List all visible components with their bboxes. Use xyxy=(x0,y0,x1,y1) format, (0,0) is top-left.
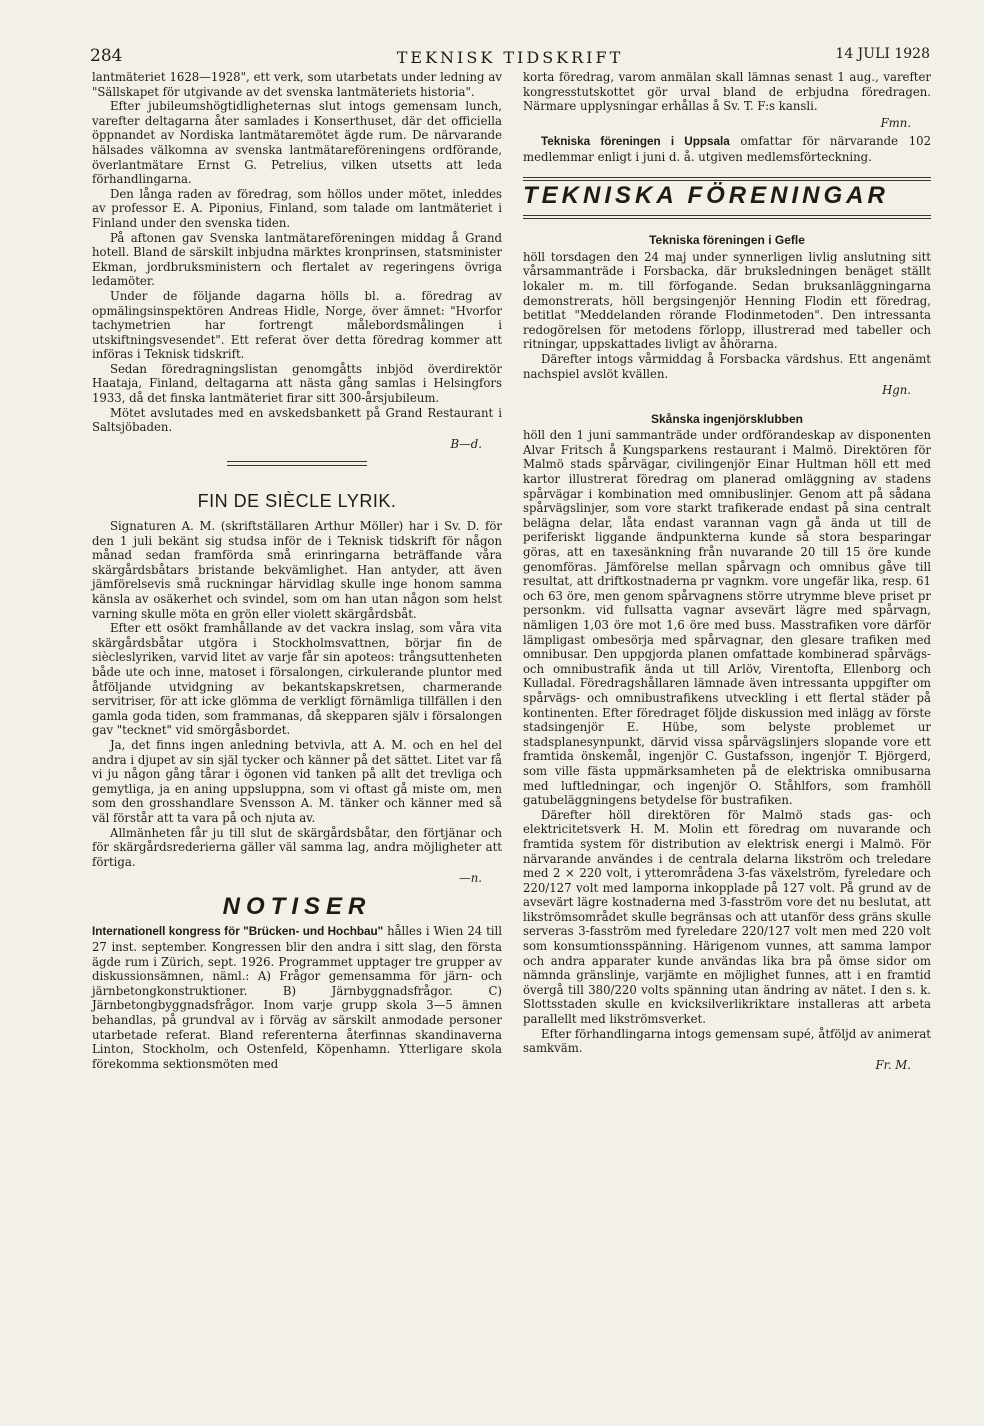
paragraph: lantmäteriet 1628—1928", ett verk, som utarbetats under ledning av "Sällskapet för utgivande av det svenska lantmäteriets historia". xyxy=(92,70,502,99)
tekniska-foreningar-banner: TEKNISKA FÖRENINGAR xyxy=(523,181,889,209)
notice-body: hålles i Wien 24 till 27 inst. september. Kongressen blir den andra i sitt slag, den första ägde rum i Zürich, sept. 1926. Programmet upptager tre grupper av diskussionsämnen, näml.: A) Frågor gemensamma för järn- och järnbetongkonstruktioner. B) Järnbyggnadsfrågor. C) Järnbetongbyggnadsfrågor. Inom varje grupp skola 3—5 ämnen behandlas, på grundval av i förväg av särskilt anmodade personer utarbetade referat. Bland referenterna återfinnas skandinaverna Linton, Stockholm, och Ostenfeld, Köpenhamn. Ytterligare skola förekomma sektionsmöten med xyxy=(92,924,502,1071)
paragraph: Signaturen A. M. (skriftställaren Arthur Möller) har i Sv. D. för den 1 juli bekänt sig studsa inför de i Teknisk tidskrift för någon månad sedan framförda små erinringarna beträffande våra skärgårdsbåtars bristande bekvämlighet. Han antyder, att även jämförelsevis små ruckningar härvidlag skulle inge honom samma känsla av osäkerhet och svindel, som om han utan någon som helst varning skulle möta en grön eller violett skärgårdsbåt. xyxy=(92,519,502,621)
paragraph: Under de följande dagarna hölls bl. a. föredrag av opmälingsinspektören Andreas Hidle, Norge, över ämnet: "Hvorfor tachymetrien har fortrengt målebordsmålingen i utskiftningsvesendet". Ett referat över detta föredrag kommer att införas i Teknisk tidskrift. xyxy=(92,288,502,362)
paragraph: Ja, det finns ingen anledning betvivla, att A. M. och en hel del andra i djupet av sin själ tycker och känner på det sättet. Litet var få vi ju någon gång tårar i ögonen vid tanken på allt det trevliga och gemytliga, ja en aning uppsluppna, som vi oftast gå miste om, men som den grosshandlare Svensson A. M. tänker och känner med så väl förstår att ta vara på och njuta av. xyxy=(92,737,502,825)
double-rule xyxy=(523,177,931,181)
paragraph: Efter förhandlingarna intogs gemensam supé, åtföljd av animerat samkväm. xyxy=(523,1026,931,1056)
signature: B—d. xyxy=(450,436,482,451)
paragraph: Efter ett osökt framhållande av det vackra inslag, som våra vita skärgårdsbåtar utgöra i Stockholmsvattnen, börjar fin de siècleslyriken, varvid litet av varje får sin apoteos: trångsuttenheten både ute och inne, matoset i försalongen, cirkulerande pluntor med åtföljande utvidgning av bekantskapskretsen, charmerande servitriser, för att icke glömma de verkligt förnämliga tillfällen i den gamla goda tiden, som frammanas, då skepparen själv i försalongen gav "tecknet" vid smörgåsbordet. xyxy=(92,621,502,738)
paragraph: höll torsdagen den 24 maj under synnerligen livlig anslutning sitt vårsammanträde i Forsbacka, där bruksledningen benäget ställt lokaler m. m. till förfogande. Sedan bruksanläggningarna demonstrerats, höll bergsingenjör Henning Flodin ett föredrag, betitlat "Meddelanden rörande Flodinmetoden". Den intressanta redogörelsen för metodens förlopp, illustrerad med tabeller och ritningar, uppskattades livligt av åhörarna. xyxy=(523,249,931,352)
section-heading: Tekniska föreningen i Gefle xyxy=(649,233,805,248)
signature: —n. xyxy=(459,871,482,886)
paragraph: Därefter höll direktören för Malmö stads gas- och elektricitetsverk H. M. Molin ett föredrag om nuvarande och framtida system för distribution av elektrisk energi i Malmö. För närvarande användes i de centrala delarna likström och treledare med 2 × 220 volt, i ytterområdena 3-fas växelström, fyreledare och 220/127 volt med lamporna inkopplade på 127 volt. På grund av de avsevärt lägre kostnaderna med 3-fasström vore det nu beslutat, att likströmsområdet skulle begränsas och att utanför dess gräns skulle serveras 3-fasström med fyreledare 220/127 volt men med 220 volt som konsumtionsspänning. Härigenom vunnes, att samma lampor och andra apparater kunde användas lika bra på ömse sidor om nämnda gränslinje, varjämte en möjlighet funnes, att i en framtid övergå till 380/220 volts spänning utan ändring av nätet. I den s. k. Slottsstaden skulle en kvicksilverlikriktare installeras att arbeta parallellt med likströmsverket. xyxy=(523,807,931,1027)
paragraph: Därefter intogs vårmiddag å Forsbacka värdshus. Ett angenämt nachspiel avslöt kvällen. xyxy=(523,351,931,381)
notice-paragraph xyxy=(92,924,502,1071)
paragraph: Mötet avslutades med en avskedsbankett på Grand Restaurant i Saltsjöbaden. xyxy=(92,405,502,435)
journal-title: TEKNISK TIDSKRIFT xyxy=(396,48,624,67)
right-column xyxy=(523,70,931,1076)
paragraph: Den långa raden av föredrag, som höllos under mötet, inleddes av professor E. A. Piponius, Finland, som talade om lantmäteriet i Finland under den svenska tiden. xyxy=(92,186,502,230)
notiser-banner: NOTISER xyxy=(222,892,372,920)
article-title: FIN DE SIÈCLE LYRIK. xyxy=(197,491,397,512)
notice-lead: Internationell kongress för "Brücken- und Hochbau" xyxy=(92,925,384,939)
signature: Fr. M. xyxy=(875,1057,911,1072)
signature: Fmn. xyxy=(880,115,911,130)
signature: Hgn. xyxy=(882,383,911,398)
left-column xyxy=(92,70,502,1071)
paragraph: Efter jubileumshögtidligheternas slut intogs gemensam lunch, varefter deltagarna åter samlades i Konserthuset, där det officiella öppnandet av Nordiska lantmätaremötet ägde rum. De närvarande hälsades välkomna av svenska lantmätareföreningens ordförande, överlantmätare Ernst G. Petrelius, vilken utsetts att leda förhandlingarna. xyxy=(92,99,502,187)
issue-date: 14 JULI 1928 xyxy=(835,46,930,62)
paragraph: höll den 1 juni sammanträde under ordförandeskap av disponenten Alvar Fritsch å Kungsparkens restaurant i Malmö. Direktören för Malmö stads spårvägar, civilingenjör Einar Hultman höll ett med kartor illustrerat föredrag om planerad omläggning av stadens spårvägar i kombination med omnibuslinjer. Genom att på sådana spårvägslinjer, som vore starkt trafikerade endast på sina centralt belägna delar, låta endast varannan vagn gå ända ut till de periferiskt liggande ändpunkterna kunde så stora besparingar göras, att en taxesänkning från nuvarande 20 till 15 öre kunde genomföras. Jämförelse mellan spårvagn och omnibus gåve till resultat, att driftkostnaderna pr vagnkm. vore ungefär lika, resp. 61 och 63 öre, men genom spårvagnens större utrymme bleve priset pr personkm. vid fullsatta vagnar avsevärt lägre med spårvagn, nämligen 1,03 öre mot 1,6 öre med buss. Masstrafiken vore därför lämpligast ombesörja med spårvagnar, den glesare trafiken med omnibusar. Den uppgjorda planen omfattade kombinerad spårvägs- och omnibustrafik ända ut till Arlöv, Virentofta, Ellenborg och Kulladal. Föredragshållaren lämnade även intressanta uppgifter om spårvägs- och omnibustrafikens utveckling i ett flertal städer på kontinenten. Efter föredraget följde diskussion med inlägg av förste stadsingenjör E. Hübe, som belyste problemet ur stadsplanesynpunkt, därvid vissa spårvägslinjers slopande vore ett framtida önskemål, ingenjör C. Gustafsson, ingenjör T. Björgerd, som ville fästa uppmärksamheten på de elektriska omnibusarna med luftledningar, och ingenjör O. Ståhlfors, som framhöll gatubeläggningens betydelse för bustrafiken. xyxy=(523,428,931,808)
double-rule xyxy=(523,215,931,219)
paragraph: På aftonen gav Svenska lantmätareföreningen middag å Grand hotell. Bland de särskilt inbjudna märktes kronprinsen, statsminister Ekman, jordbruksministern och flertalet av regeringens övriga ledamöter. xyxy=(92,230,502,289)
notice-paragraph xyxy=(523,134,931,164)
notice-body: omfattar för närvarande 102 medlemmar enligt i juni d. å. utgiven medlemsförteckning. xyxy=(523,134,932,164)
section-heading: Skånska ingenjörsklubben xyxy=(650,411,804,426)
page-number: 284 xyxy=(90,46,123,66)
paragraph: Sedan föredragningslistan genomgåtts inbjöd överdirektör Haataja, Finland, deltagarna att nästa gång samlas i Helsingfors 1933, då det finska lantmäteriet firar sitt 300-årsjubileum. xyxy=(92,361,502,406)
page-header xyxy=(90,46,930,70)
paragraph: korta föredrag, varom anmälan skall lämnas senast 1 aug., varefter kongresstutskottet gör urval bland de erbjudna föredragen. Närmare upplysningar erhållas å Sv. T. F:s kansli. xyxy=(523,70,931,114)
notice-lead: Tekniska föreningen i Uppsala xyxy=(541,135,730,149)
section-divider xyxy=(227,461,367,466)
paragraph: Allmänheten får ju till slut de skärgårdsbåtar, den förtjänar och för skärgårdsrederierna gäller väl samma lag, andra möjligheter att förtiga. xyxy=(92,825,502,869)
